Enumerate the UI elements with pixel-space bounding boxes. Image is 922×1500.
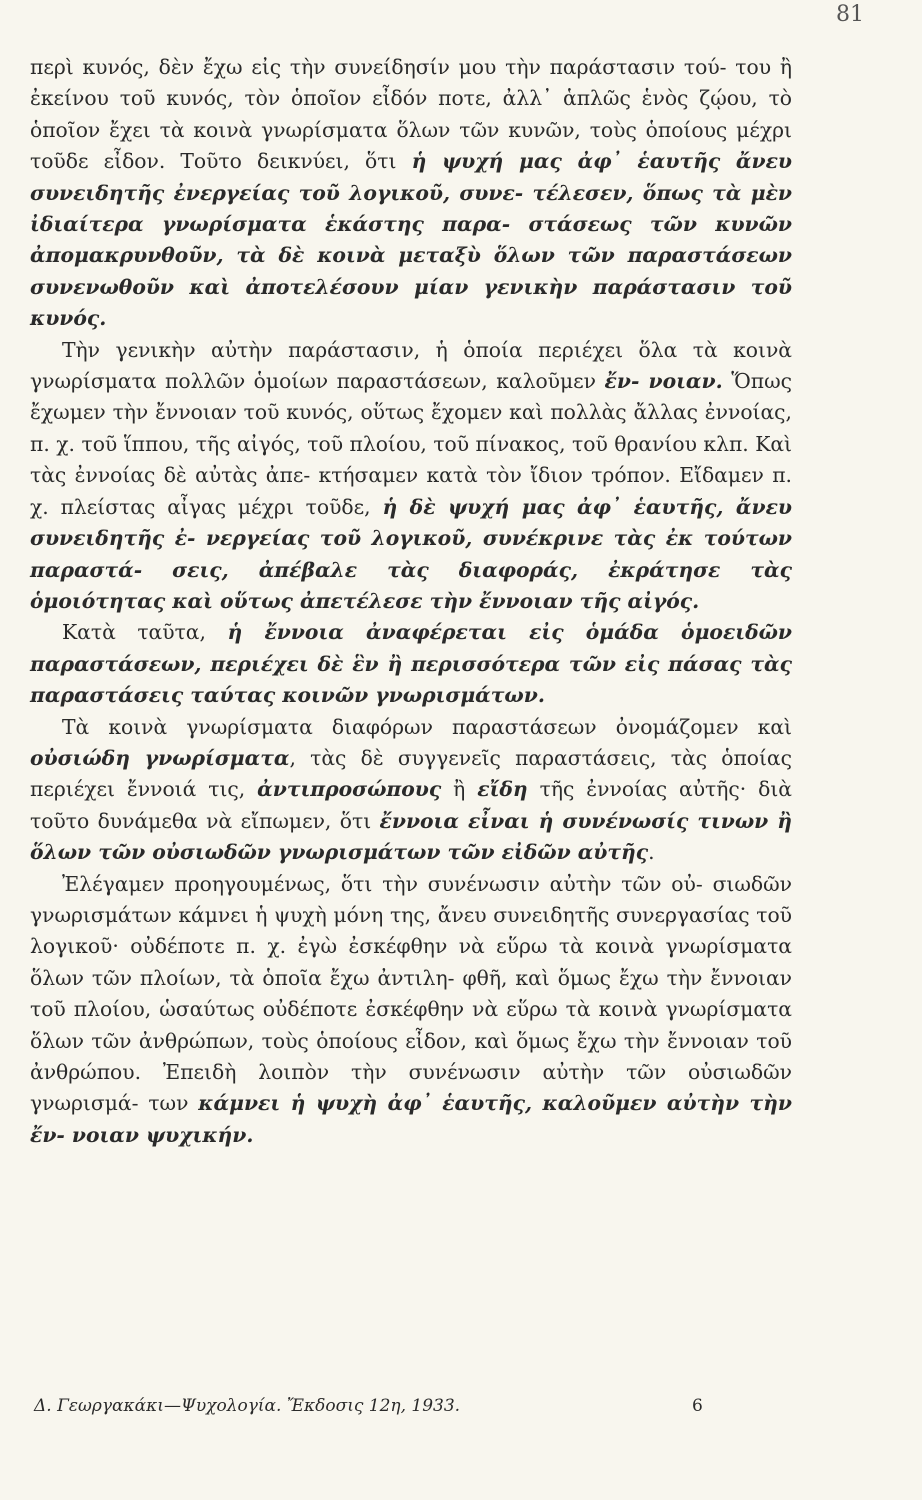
text-run: Τὰ κοινὰ γνωρίσματα διαφόρων παραστάσεων ὀνομάζομεν καὶ	[62, 714, 792, 739]
emphasized-text: ἀντιπροσώπους	[257, 777, 442, 802]
text-run: τῆς ἐννοίας αὐτῆς· διὰ τοῦτο δυνάμεθα νὰ εἴπωμεν, ὅτι	[30, 777, 792, 833]
emphasized-text: ἡ δὲ ψυχή μας ἀφ᾽ ἑαυτῆς, ἄνευ συνειδητῆς ἐ- νεργείας τοῦ λογικοῦ, συνέκρινε τὰς ἐκ τούτων παραστά- σεις, ἀπέβαλε τὰς διαφοράς, ἐκράτησε τὰς ὁμοιότητας καὶ οὕτως ἀπετέλεσε τὴν ἔννοιαν τῆς αἰγός.	[30, 494, 792, 613]
emphasized-text: οὐσιώδη γνωρίσματα	[30, 745, 290, 770]
footer-signature: Δ. Γεωργακάκι—Ψυχολογία. Ἔκδοσις 12η, 1933.	[34, 1396, 461, 1416]
emphasized-text: κάμνει ἡ ψυχὴ ἀφ᾽ ἑαυτῆς, καλοῦμεν αὐτὴν τὴν ἔν- νοιαν ψυχικήν.	[30, 1091, 793, 1147]
body-text	[30, 52, 792, 1151]
text-run: Ἐλέγαμεν προηγουμένως, ὅτι τὴν συνένωσιν αὐτὴν τῶν οὐ- σιωδῶν γνωρισμάτων κάμνει ἡ ψυχὴ μόνη της, ἄνευ συνειδητῆς συνεργασίας τοῦ λογικοῦ· οὐδέποτε π. χ. ἐγὼ ἐσκέφθην νὰ εὕρω τὰ κοινὰ γνωρίσματα ὅλων τῶν πλοίων, τὰ ὁποῖα ἔχω ἀντιλη- φθῆ, καὶ ὅμως ἔχω τὴν ἔννοιαν τοῦ πλοίου, ὡσαύτως οὐδέποτε ἐσκέφθην νὰ εὕρω τὰ κοινὰ γνωρίσματα ὅλων τῶν ἀνθρώπων, τοὺς ὁποίους εἶδον, καὶ ὅμως ἔχω τὴν ἔννοιαν τοῦ ἀνθρώπου. Ἐπειδὴ λοιπὸν τὴν συνένωσιν αὐτὴν τῶν οὐσιωδῶν γνωρισμά- των	[30, 871, 792, 1116]
paragraph	[30, 617, 792, 711]
text-run: ἢ	[441, 777, 478, 802]
emphasized-text: εἴδη	[477, 777, 528, 802]
emphasized-text: ἔννοια εἶναι ἡ συνένωσίς τινων ἢ ὅλων τῶν οὐσιωδῶν γνωρισμάτων τῶν εἰδῶν αὐτῆς	[30, 808, 792, 865]
emphasized-text: ἡ ἔννοια ἀναφέρεται εἰς ὁμάδα ὁμοειδῶν παραστάσεων, περιέχει δὲ ἓν ἢ περισσότερα τῶν εἰς πάσας τὰς παραστάσεις ταύτας κοινῶν γνωρισμάτων.	[30, 620, 792, 708]
page-number: 81	[836, 2, 864, 27]
paragraph	[30, 869, 792, 1152]
text-run: Ὅπως ἔχωμεν τὴν ἔννοιαν τοῦ κυνός, οὕτως ἔχομεν καὶ πολλὰς ἄλλας ἐννοίας, π. χ. τοῦ ἵππου, τῆς αἰγός, τοῦ πλοίου, τοῦ πίνακος, τοῦ θρανίου κλπ. Καὶ τὰς ἐννοίας δὲ αὐτὰς ἀπε- κτήσαμεν κατὰ τὸν ἴδιον τρόπον. Εἴδαμεν π. χ. πλείστας αἶγας μέχρι τοῦδε,	[30, 369, 792, 519]
paragraph	[30, 52, 792, 335]
text-run: Κατὰ ταῦτα,	[62, 620, 228, 645]
text-run: , τὰς δὲ συγγενεῖς παραστάσεις, τὰς ὁποίας περιέχει ἔννοιά τις,	[30, 745, 792, 802]
emphasized-text: ἔν- νοιαν.	[604, 369, 723, 394]
text-run: περὶ κυνός, δὲν ἔχω εἰς τὴν συνείδησίν μου τὴν παράστασιν τού- του ἢ ἐκείνου τοῦ κυνός, τὸν ὁποῖον εἶδόν ποτε, ἀλλ᾽ ἁπλῶς ἑνὸς ζῴου, τὸ ὁποῖον ἔχει τὰ κοινὰ γνωρίσματα ὅλων τῶν κυνῶν, τοὺς ὁποίους μέχρι τοῦδε εἶδον. Τοῦτο δεικνύει, ὅτι	[30, 55, 792, 174]
paragraph	[30, 335, 792, 618]
emphasized-text: ἡ ψυχή μας ἀφ᾽ ἑαυτῆς ἄνευ συνειδητῆς ἐνεργείας τοῦ λογικοῦ, συνε- τέλεσεν, ὅπως τὰ μὲν ἰδιαίτερα γνωρίσματα ἑκάστης παρα- στάσεως τῶν κυνῶν ἀπομακρυνθοῦν, τὰ δὲ κοινὰ μεταξὺ ὅλων τῶν παραστάσεων συνενωθοῦν καὶ ἀποτελέσουν μίαν γενικὴν παράστασιν τοῦ κυνός.	[30, 149, 792, 331]
paragraph	[30, 712, 792, 869]
text-run: Τὴν γενικὴν αὐτὴν παράστασιν, ἡ ὁποία περιέχει ὅλα τὰ κοινὰ γνωρίσματα πολλῶν ὁμοίων παραστάσεων, καλοῦμεν	[30, 337, 792, 394]
sheet-number: 6	[692, 1396, 703, 1416]
text-run: .	[648, 840, 655, 865]
